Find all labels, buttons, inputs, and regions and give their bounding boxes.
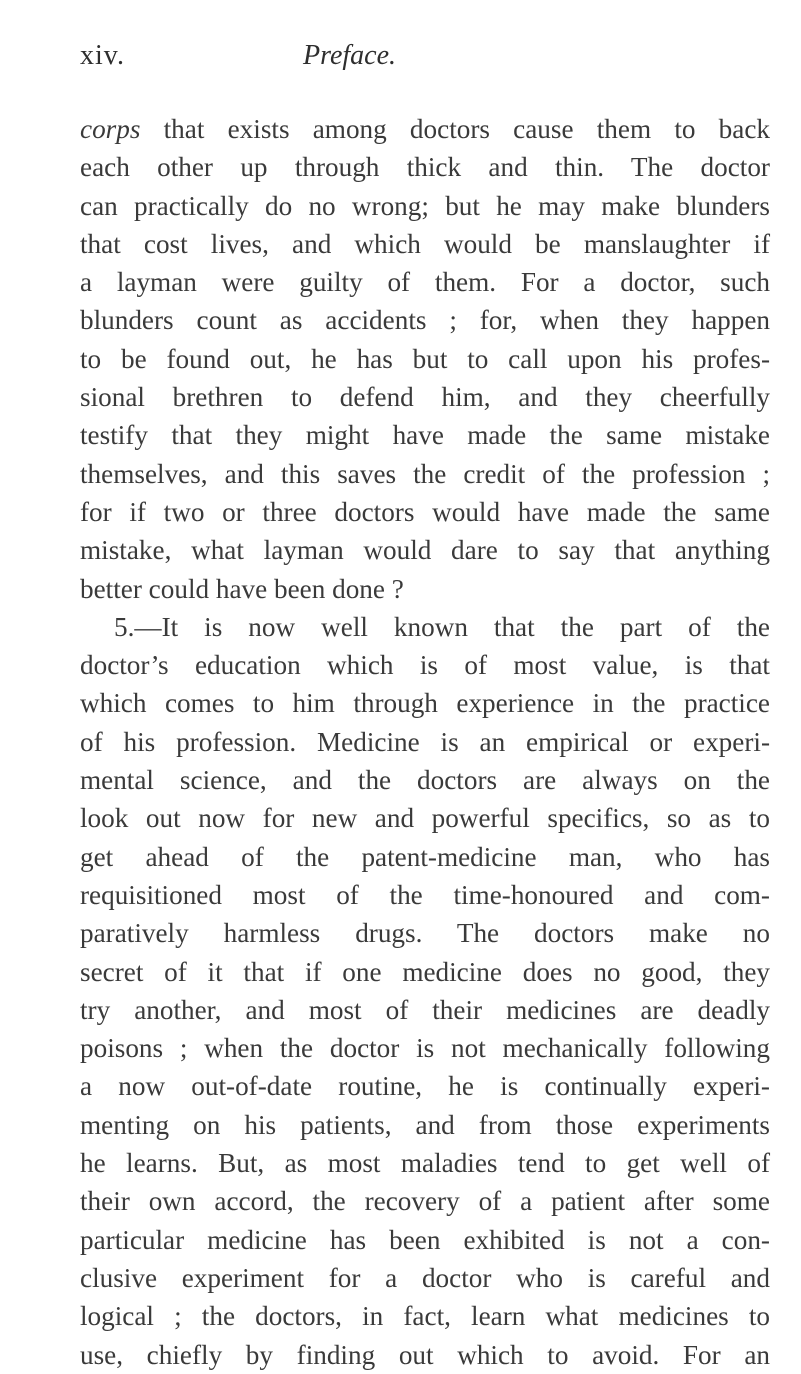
text-line: of his profession. Medicine is an empirical or experi- (80, 726, 770, 757)
page-header (60, 40, 750, 90)
body-text (80, 110, 770, 1374)
running-head: Preface. (303, 40, 397, 71)
text-line: mistake, what layman would dare to say that anything (80, 535, 770, 566)
page-number: xiv. (80, 40, 125, 71)
text-line: he learns. But, as most maladies tend to get well of (80, 1148, 770, 1179)
text-line: logical ; the doctors, in fact, learn what medicines to (80, 1301, 770, 1332)
text-line: look out now for new and powerful specifics, so as to (80, 803, 770, 834)
paragraph-end-line: better could have been done ? (80, 573, 404, 604)
paragraph-start-line: 5.—It is now well known that the part of the (114, 611, 770, 642)
text-line: clusive experiment for a doctor who is careful and (80, 1262, 770, 1293)
text-line: menting on his patients, and from those experiments (80, 1109, 770, 1140)
text-line: each other up through thick and thin. The doctor (80, 152, 770, 183)
text-line: mental science, and the doctors are always on the (80, 765, 770, 796)
text-line: requisitioned most of the time-honoured and com- (80, 879, 770, 910)
text-line: use, chiefly by finding out which to avoid. For an (80, 1339, 770, 1370)
italic-word: corps (80, 114, 141, 144)
text-line: for if two or three doctors would have made the same (80, 496, 770, 527)
text-line: their own accord, the recovery of a patient after some (80, 1186, 770, 1217)
text-line: can practically do no wrong; but he may make blunders (80, 190, 770, 221)
text-line: testify that they might have made the same mistake (80, 420, 770, 451)
text-line: a now out-of-date routine, he is continually experi- (80, 1071, 770, 1102)
text-line: a layman were guilty of them. For a doctor, such (80, 267, 770, 298)
text-line: poisons ; when the doctor is not mechanically following (80, 1033, 770, 1064)
text-line: blunders count as accidents ; for, when they happen (80, 305, 770, 336)
text-line: sional brethren to defend him, and they cheerfully (80, 382, 770, 413)
text-line: particular medicine has been exhibited is not a con- (80, 1224, 770, 1255)
text-line: secret of it that if one medicine does no good, they (80, 956, 770, 987)
text-line: try another, and most of their medicines are deadly (80, 994, 770, 1025)
text-line: doctor’s education which is of most value, is that (80, 650, 770, 681)
text-line: corps that exists among doctors cause them to back (80, 114, 770, 144)
text-line: to be found out, he has but to call upon his profes- (80, 343, 770, 374)
text-line: paratively harmless drugs. The doctors make no (80, 918, 770, 949)
text-line: get ahead of the patent-medicine man, who has (80, 841, 770, 872)
text-line: that cost lives, and which would be manslaughter if (80, 228, 770, 259)
text-line: themselves, and this saves the credit of the profession ; (80, 458, 770, 489)
text-line: which comes to him through experience in the practice (80, 688, 770, 719)
